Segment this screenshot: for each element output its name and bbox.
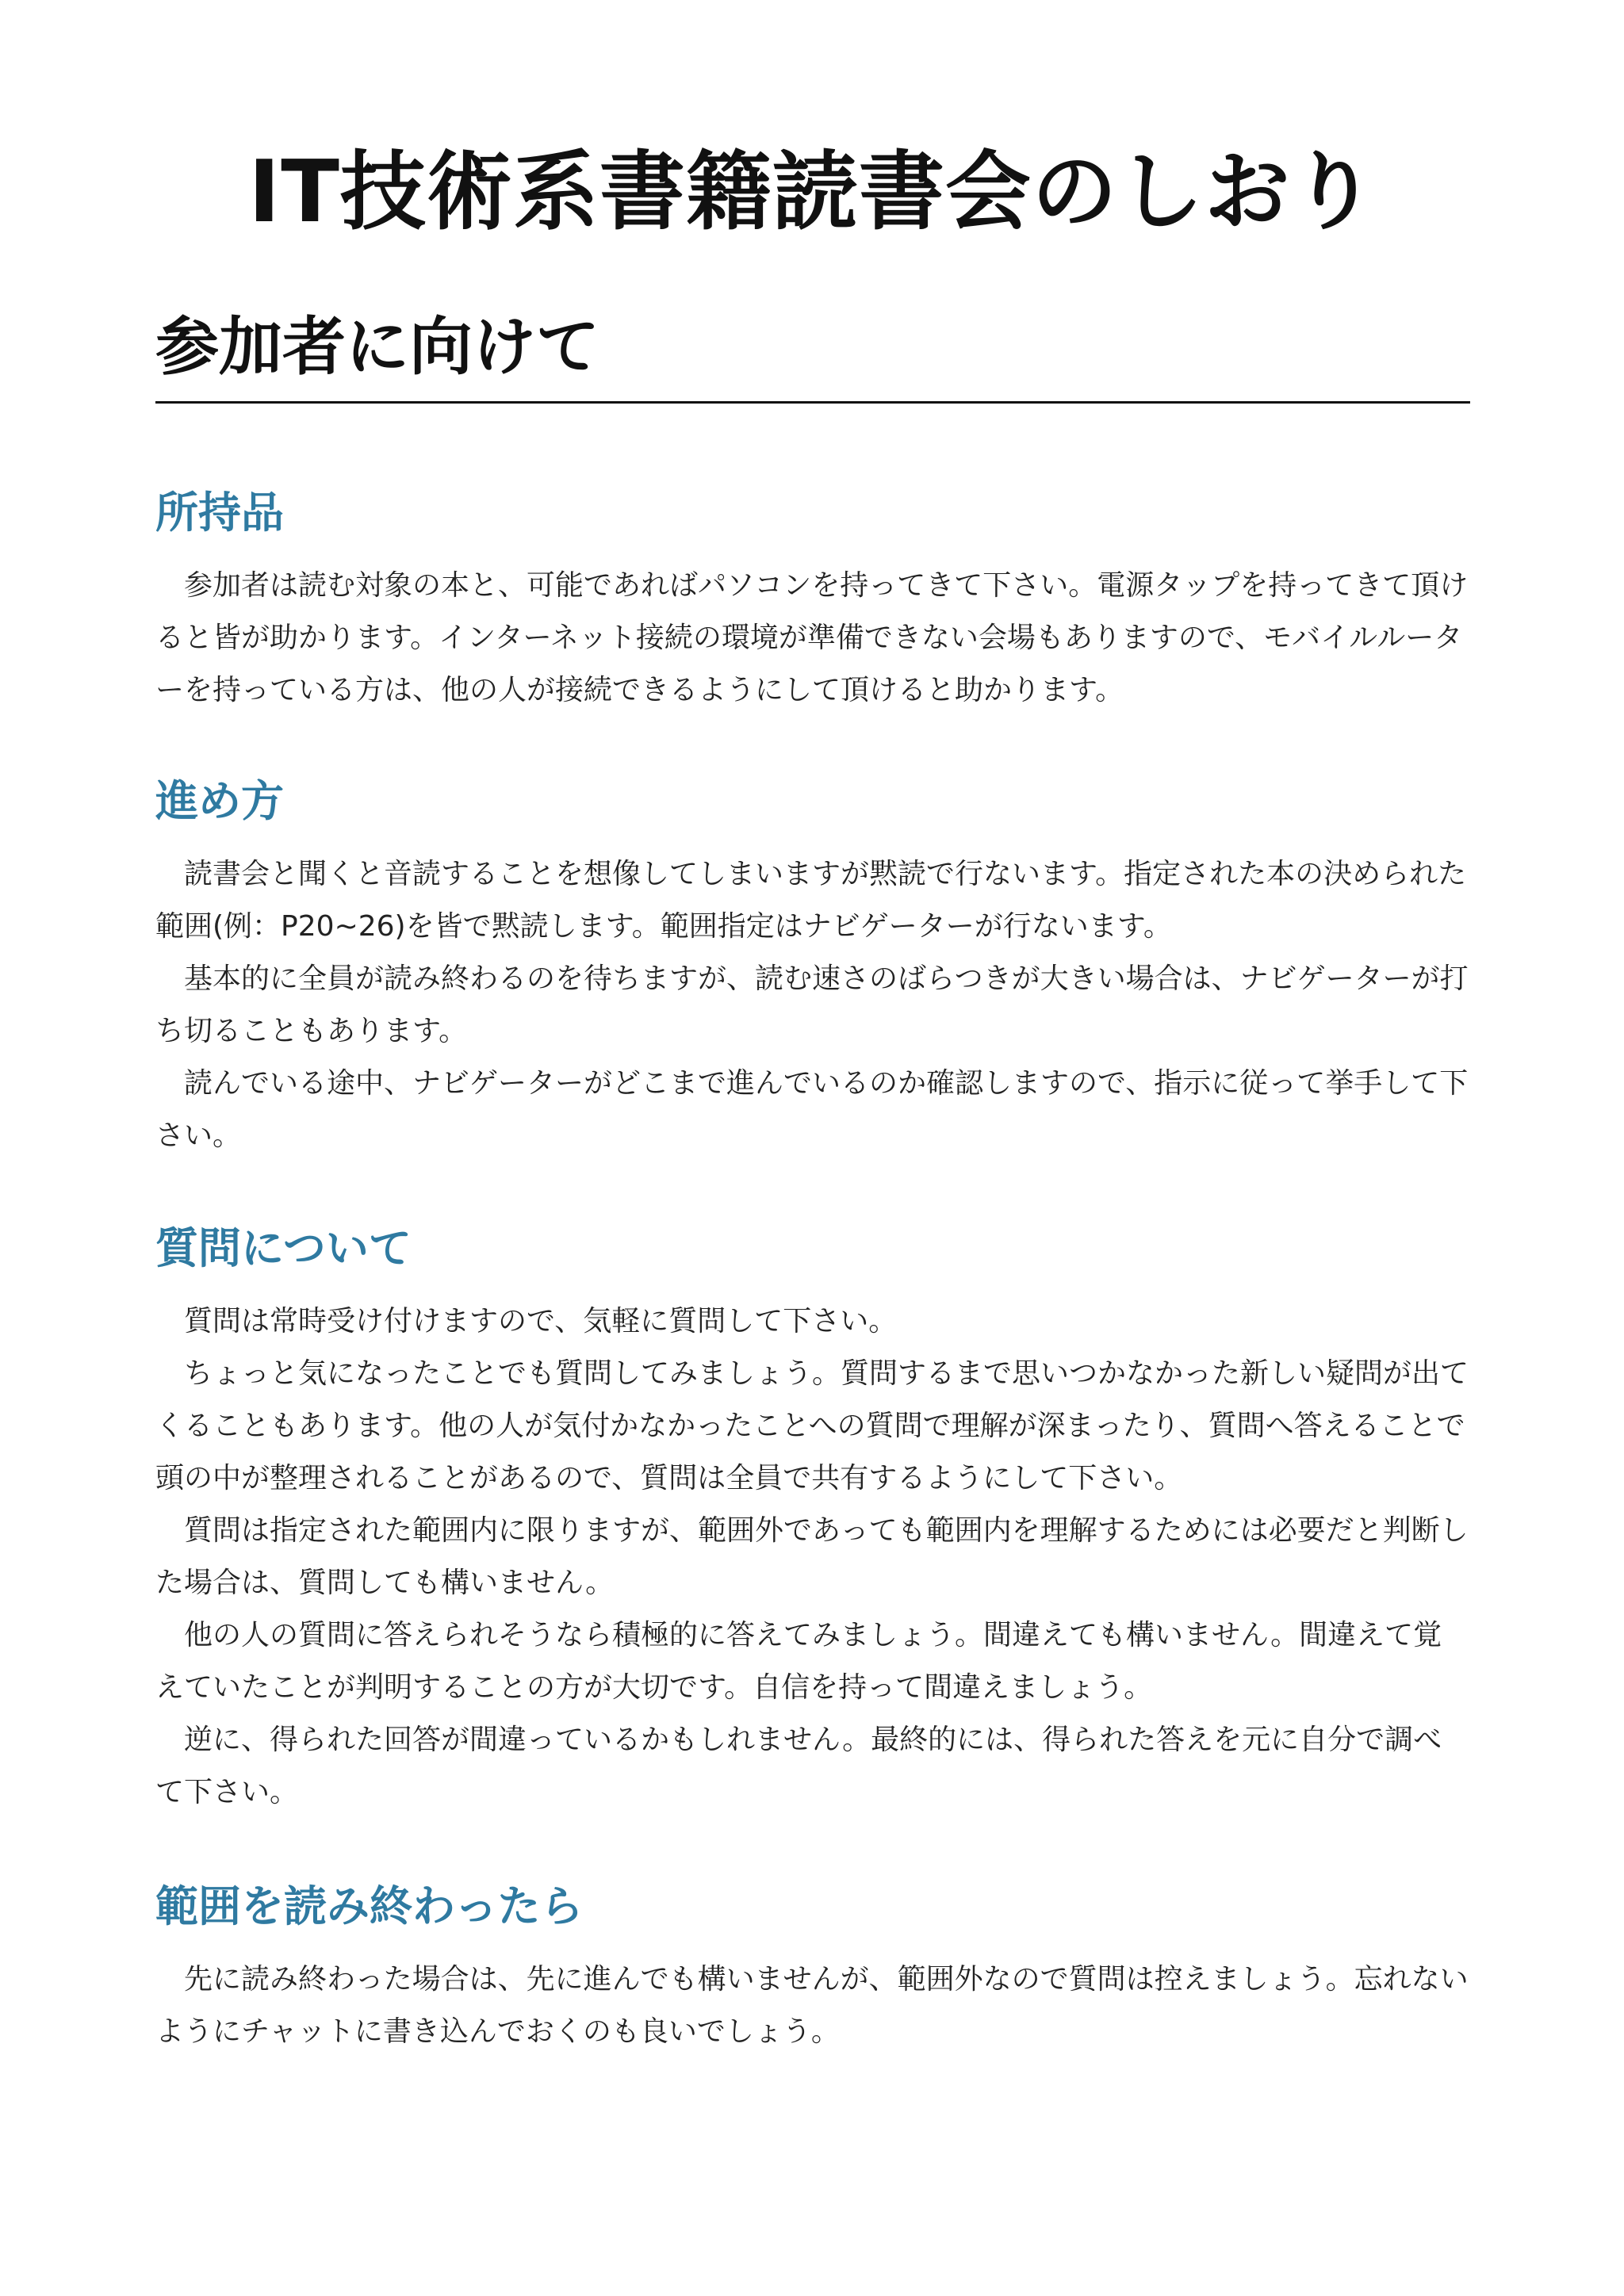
paragraph: ちょっと気になったことでも質問してみましょう。質問するまで思いつかなかった新しい疑問が出てくることもあります。他の人が気付かなかったことへの質問で理解が深まったり、質問へ答えることで頭の中が整理されることがあるので、質問は全員で共有するようにして下さい。 bbox=[155, 1357, 1469, 1494]
paragraph: 質問は指定された範囲内に限りますが、範囲外であっても範囲内を理解するためには必要だと判断した場合は、質問しても構いません。 bbox=[155, 1514, 1469, 1599]
subsection-belongings bbox=[155, 485, 1470, 717]
paragraph: 読書会と聞くと音読することを想像してしまいますが黙読で行ないます。指定された本の決められた範囲(例：P20~26)を皆で黙読します。範囲指定はナビゲーターが行ないます。 bbox=[155, 858, 1467, 943]
subsection-heading: 範囲を読み終わったら bbox=[155, 1881, 584, 1931]
paragraph: 他の人の質問に答えられそうなら積極的に答えてみましょう。間違えても構いません。間違えて覚えていたことが判明することの方が大切です。自信を持って間違えましょう。 bbox=[155, 1619, 1442, 1704]
document-title: IT技術系書籍読書会のしおり bbox=[248, 143, 1377, 242]
subsection-heading: 所持品 bbox=[155, 488, 284, 538]
document-page bbox=[155, 0, 1470, 2048]
paragraph: 先に読み終わった場合は、先に進んでも構いませんが、範囲外なので質問は控えましょう。忘れないようにチャットに書き込んでおくのも良いでしょう。 bbox=[155, 1963, 1469, 2048]
paragraph: 読んでいる途中、ナビゲーターがどこまで進んでいるのか確認しますので、指示に従って挙手して下さい。 bbox=[155, 1067, 1469, 1152]
subsection-after-reading bbox=[155, 1879, 1470, 2058]
paragraph: 参加者は読む対象の本と、可能であればパソコンを持ってきて下さい。電源タップを持ってきて頂けると皆が助かります。インターネット接続の環境が準備できない会場もありますので、モバイルルーターを持っている方は、他の人が接続できるようにして頂けると助かります。 bbox=[155, 569, 1469, 706]
subsection-questions bbox=[155, 1221, 1470, 1819]
subsection-procedure bbox=[155, 774, 1470, 1162]
paragraph: 基本的に全員が読み終わるのを待ちますが、読む速さのばらつきが大きい場合は、ナビゲーターが打ち切ることもあります。 bbox=[155, 962, 1469, 1047]
subsection-heading: 質問について bbox=[155, 1223, 412, 1273]
subsection-heading: 進め方 bbox=[155, 776, 284, 826]
section-heading: 参加者に向けて bbox=[155, 308, 1470, 404]
paragraph: 質問は常時受け付けますので、気軽に質問して下さい。 bbox=[184, 1305, 898, 1337]
paragraph: 逆に、得られた回答が間違っているかもしれません。最終的には、得られた答えを元に自分で調べて下さい。 bbox=[155, 1724, 1442, 1808]
